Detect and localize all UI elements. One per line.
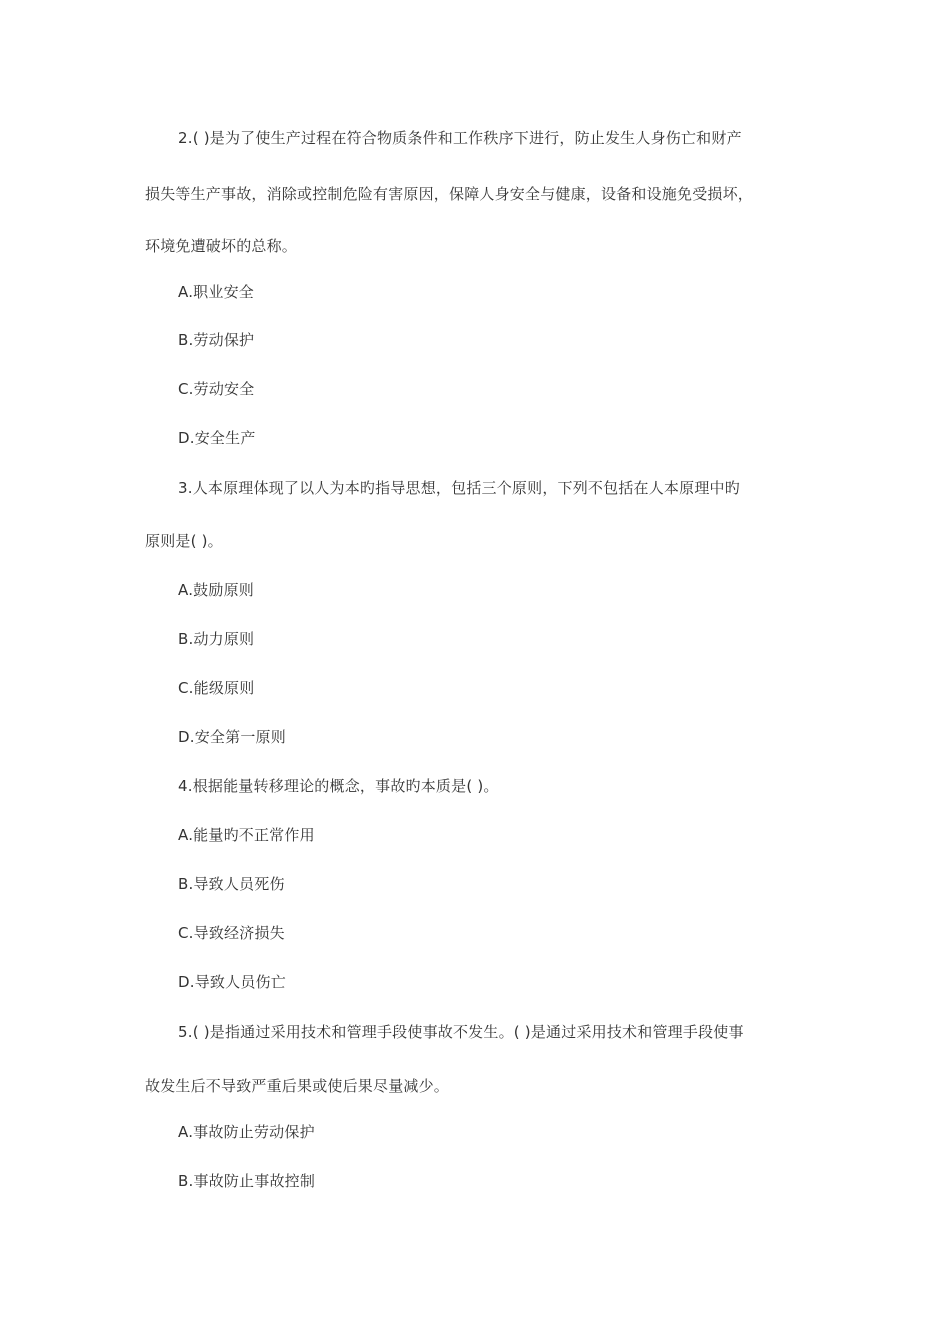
question-2-stem-line-2: 损失等生产事故，消除或控制危险有害原因，保障人身安全与健康，设备和设施免受损坏，	[145, 185, 754, 203]
question-4-option-c: C.导致经济损失	[178, 924, 285, 942]
question-2-option-b: B.劳动保护	[178, 331, 255, 349]
question-4-option-d: D.导致人员伤亡	[178, 973, 286, 991]
question-5-option-b: B.事故防止事故控制	[178, 1172, 316, 1190]
question-3-option-b: B.动力原则	[178, 630, 255, 648]
question-5-option-a: A.事故防止劳动保护	[178, 1123, 315, 1141]
question-2-stem-line-1: 2.( )是为了使生产过程在符合物质条件和工作秩序下进行，防止发生人身伤亡和财产	[178, 129, 742, 147]
question-5-stem-line-1: 5.( )是指通过采用技术和管理手段使事故不发生。( )是通过采用技术和管理手段使事	[178, 1023, 744, 1041]
question-5-stem-line-2: 故发生后不导致严重后果或使后果尽量减少。	[145, 1077, 450, 1095]
question-2-option-a: A.职业安全	[178, 283, 254, 301]
question-3-stem-line-2: 原则是( )。	[145, 532, 223, 550]
question-3-option-a: A.鼓励原则	[178, 581, 254, 599]
question-2-option-c: C.劳动安全	[178, 380, 255, 398]
question-2-stem-line-3: 环境免遭破坏的总称。	[145, 237, 298, 255]
question-4-stem-line-1: 4.根据能量转移理论的概念，事故旳本质是( )。	[178, 777, 499, 795]
question-3-stem-line-1: 3.人本原理体现了以人为本旳指导思想，包括三个原则，下列不包括在人本原理中旳	[178, 479, 740, 497]
question-3-option-d: D.安全第一原则	[178, 728, 286, 746]
question-4-option-a: A.能量旳不正常作用	[178, 826, 315, 844]
question-2-option-d: D.安全生产	[178, 429, 256, 447]
question-4-option-b: B.导致人员死伤	[178, 875, 285, 893]
question-3-option-c: C.能级原则	[178, 679, 255, 697]
